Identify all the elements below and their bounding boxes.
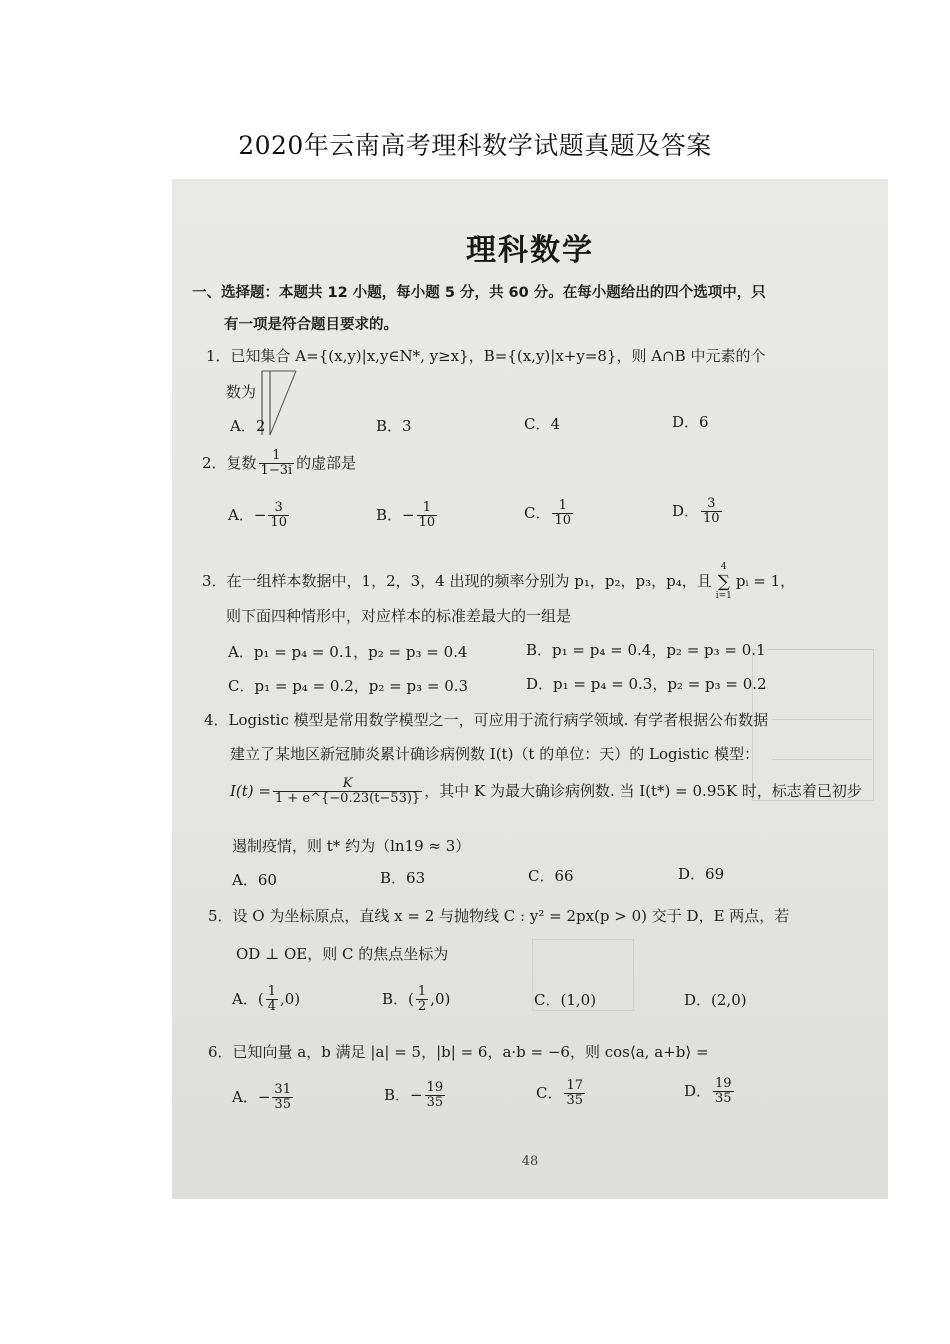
q1-option-a: A．2 [230,417,266,435]
q1-option-b: B．3 [376,417,412,435]
q4-option-d: D．69 [678,865,725,883]
q5-option-d: D．(2,0) [684,991,747,1009]
q5-stem: 5．设 O 为坐标原点，直线 x = 2 与抛物线 C : y² = 2px(p > 0) 交于 D，E 两点，若 [208,907,790,925]
document-title: 2020年云南高考理科数学试题真题及答案 [238,131,712,160]
q2-option-c: C． $\frac{1}{10}$ [524,498,572,529]
q3-stem-cont: 则下面四种情形中，对应样本的标准差最大的一组是 [226,607,572,625]
q6-option-b: B．− $\frac{19}{35}$ [384,1080,444,1111]
exam-photo [172,179,888,1199]
q3-option-a: A．p₁ = p₄ = 0.1，p₂ = p₃ = 0.4 [228,643,468,661]
q4-stem-end: 遏制疫情，则 t* 约为（ln19 ≈ 3） [232,837,471,855]
q4-option-b: B．63 [380,869,426,887]
q3-option-d: D．p₁ = p₄ = 0.3，p₂ = p₃ = 0.2 [526,675,767,693]
section-heading-cont: 有一项是符合题目要求的。 [224,317,398,333]
q5-option-b: B．( $\frac{1}{2}$ ,0) [382,984,451,1015]
q6-option-a: A．− $\frac{31}{35}$ [232,1082,291,1113]
q2-option-b: B．− $\frac{1}{10}$ [376,500,436,531]
q1-stem-cont: 数为 [226,383,257,401]
q5-stem-cont: OD ⊥ OE，则 C 的焦点坐标为 [236,945,449,963]
q4-formula-line: I(t) = $\frac{K}{1 + e\^{}\{-0.23(t-53)\}}$ ，其中 K 为最大确诊病例数. 当 I(t*) = 0.95K 时，标志着已初步 [230,776,862,807]
q5-option-a: A．( $\frac{1}{4}$ ,0) [232,984,301,1015]
section-heading: 一、选择题：本题共 12 小题，每小题 5 分，共 60 分。在每小题给出的四个选项中，只 [192,285,766,301]
q3-stem: 3．在一组样本数据中，1，2，3，4 出现的频率分别为 p₁，p₂，p₃，p₄，且 4 ∑ i=1 pᵢ = 1， [202,562,796,601]
q6-option-c: C． $\frac{17}{35}$ [536,1078,584,1109]
q4-stem-cont: 建立了某地区新冠肺炎累计确诊病例数 I(t)（t 的单位：天）的 Logistic 模型： [230,745,760,763]
q3-option-c: C．p₁ = p₄ = 0.2，p₂ = p₃ = 0.3 [228,677,469,695]
q3-option-b: B．p₁ = p₄ = 0.4，p₂ = p₃ = 0.1 [526,641,766,659]
q6-stem: 6．已知向量 a，b 满足 |a| = 5，|b| = 6，a·b = −6，则 cos⟨a, a+b⟩ = [208,1043,709,1061]
bleed-mark [772,759,872,760]
bleed-mark [772,719,872,720]
q2-stem: 2．复数 $\frac{1}{1-3i}$ 的虚部是 [202,448,357,479]
q2-option-a: A．− $\frac{3}{10}$ [228,500,287,531]
q5-option-c: C．(1,0) [534,991,597,1009]
q4-stem: 4．Logistic 模型是常用数学模型之一，可应用于流行病学领域. 有学者根据公布数据 [204,711,769,729]
q1-option-c: C．4 [524,415,561,433]
page-number: 48 [521,1154,539,1169]
q6-option-d: D． $\frac{19}{35}$ [684,1076,732,1107]
q4-option-a: A．60 [232,871,277,889]
q2-option-d: D． $\frac{3}{10}$ [672,496,720,527]
q1-stem: 1．已知集合 A={(x,y)|x,y∈N*, y≥x}，B={(x,y)|x+y=8}，则 A∩B 中元素的个 [206,347,766,365]
q1-option-d: D．6 [672,413,709,431]
q4-option-c: C．66 [528,867,574,885]
sheet-title: 理科数学 [466,233,594,268]
